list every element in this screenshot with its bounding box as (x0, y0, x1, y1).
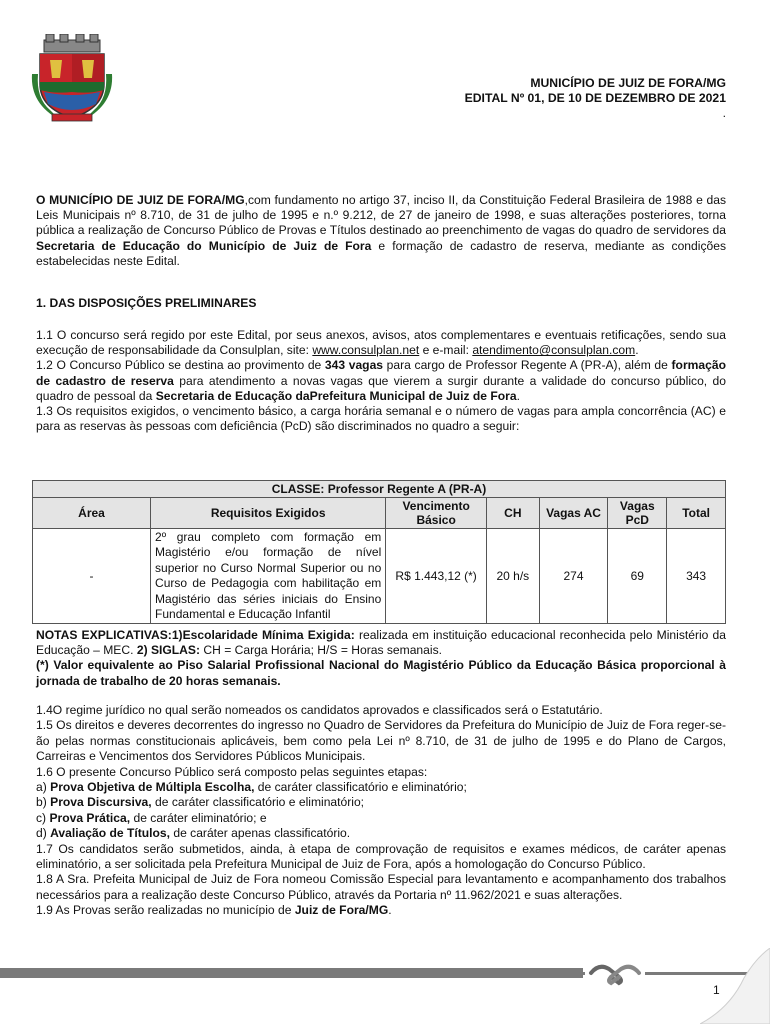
stage-c-pre: c) (36, 810, 50, 825)
header-dot: . (722, 106, 726, 120)
p1-1-text-c: . (635, 343, 639, 358)
paragraph-1-8: 1.8 A Sra. Prefeita Municipal de Juiz de Fora nomeou Comissão Especial para levantamento e acompanhamento dos trabalhos necessários para a realização deste Concurso Público, através da Portaria nº 11.962/2021 e suas alterações. (36, 872, 726, 902)
stage-c-bold: Prova Prática, (49, 810, 131, 825)
stage-d-pre: d) (36, 826, 51, 841)
header-edital: EDITAL Nº 01, DE 10 DE DEZEMBRO DE 2021 (464, 91, 726, 105)
p1-2-b1: 343 vagas (324, 358, 384, 373)
col-area: Área (33, 498, 151, 529)
col-vencimento: Vencimento Básico (386, 498, 487, 529)
intro-text1: ,com fundamento no artigo 37, inciso II, da Constituição Federal Brasileira de 1988 e das Leis Municipais nº 8.710, de 31 de julho de 1995 e n.º 9.212, de 27 de janeiro de 1998, e suas alterações posteriores, torna pública a realização de Concurso Público de Provas e Títulos destinado ao preenchimento de vagas do quadro de servidores da (36, 193, 726, 238)
notes-t1: realizada em instituição educacional reconhecida pelo Ministério da Educação – MEC. (36, 628, 726, 658)
stage-b-pre: b) (36, 795, 51, 810)
p1-9-c: . (388, 903, 392, 918)
intro-bold2: Secretaria de Educação do Município de Juiz de Fora (36, 238, 372, 253)
p1-9-b: Juiz de Fora/MG (294, 903, 389, 918)
col-ch: CH (486, 498, 539, 529)
stage-a (36, 780, 726, 795)
p1-2-a: 1.2 O Concurso Público se destina ao provimento de (36, 358, 325, 373)
stage-d-bold: Avaliação de Títulos, (50, 826, 170, 841)
cell-vagas-ac: 274 (539, 529, 608, 624)
stage-c-text: de caráter eliminatório; e (130, 810, 267, 825)
stage-c (36, 811, 726, 826)
paragraph-1-4: 1.4O regime jurídico no qual serão nomeados os candidatos aprovados e classificados será o Estatutário. (36, 703, 603, 717)
p1-2-b2: formação de cadastro de reserva (36, 358, 726, 388)
stage-d (36, 826, 726, 841)
stage-a-bold: Prova Objetiva de Múltipla Escolha, (50, 780, 255, 795)
stage-b-text: de caráter classificatório e eliminatório; (151, 795, 365, 810)
col-requisitos: Requisitos Exigidos (151, 498, 386, 529)
p1-2-b3: Secretaria de Educação daPrefeitura Municipal de Juiz de Fora (155, 388, 517, 403)
document-header (465, 76, 726, 121)
stage-a-text: de caráter classificatório e eliminatório; (254, 780, 467, 795)
footer-bar (0, 968, 583, 978)
paragraph-1-6: 1.6 O presente Concurso Público será composto pelas seguintes etapas: (36, 764, 428, 779)
cell-area: - (33, 529, 151, 624)
p1-9-a: 1.9 As Provas serão realizadas no município de (36, 903, 295, 918)
explanatory-notes (36, 628, 726, 689)
p1-1-text: 1.1 O concurso será regido por este Edital, por seus anexos, avisos, atos complementares e eventuais retificações, sendo sua execução de responsabilidade da Consulplan, site: (36, 328, 726, 358)
stage-b-bold: Prova Discursiva, (50, 795, 152, 810)
consulplan-site-link[interactable]: www.consulplan.net (312, 343, 420, 358)
intro-lead: O MUNICÍPIO DE JUIZ DE FORA/MG (36, 193, 245, 207)
p1-2-d: para atendimento a novas vagas que vierem a surgir durante a validade do concurso público, do quadro de pessoal da (36, 373, 727, 403)
stage-a-pre: a) (36, 780, 51, 795)
paragraph-1-5: 1.5 Os direitos e deveres decorrentes do ingresso no Quadro de Servidores da Prefeitura do Município de Juiz de Fora reger-se-ão pelas normas constitucionais aplicáveis, bem como pela Lei nº 8.710, de 31 de julho de 1995 e do Plano de Cargos, Carreiras e Vencimentos dos Servidores Públicos Municipais. (36, 718, 726, 764)
cell-vagas-pcd: 69 (608, 529, 667, 624)
col-total: Total (667, 498, 726, 529)
intro-text2: e formação de cadastro de reserva, mediante as condições estabelecidas neste Edital. (36, 238, 726, 268)
section-body (36, 328, 726, 434)
notes-t2: CH = Carga Horária; H/S = Horas semanais. (200, 643, 442, 658)
p1-1-text-b: e e-mail: (419, 343, 473, 358)
paragraph-1-7: 1.7 Os candidatos serão submetidos, ainda, à etapa de comprovação de requisitos e exames médicos, de caráter apenas eliminatório, a ser solicitada pela Prefeitura Municipal de Juiz de Fora, após a homologação do Concurso Público. (36, 841, 726, 872)
paragraph-1-2 (36, 358, 726, 404)
section-body-continued (36, 703, 726, 919)
cell-requisitos: 2º grau completo com formação em Magistério e/ou formação de nível superior no Curso Normal Superior ou no Curso de Pedagogia com habilitação em Magistério das séries iniciais do Ensino Fundamental e Educação Infantil (151, 529, 386, 624)
page-number: 1 (713, 983, 720, 997)
page-corner (700, 948, 770, 1024)
intro-paragraph (36, 193, 726, 269)
p1-2-e: . (516, 388, 520, 403)
stage-b (36, 795, 726, 810)
notes-b1: NOTAS EXPLICATIVAS:1)Escolaridade Mínima Exigida: (36, 628, 355, 642)
col-vagas-pcd: Vagas PcD (608, 498, 667, 529)
cell-ch: 20 h/s (486, 529, 539, 624)
header-municipality: MUNICÍPIO DE JUIZ DE FORA/MG (530, 76, 726, 90)
notes-b3: (*) Valor equivalente ao Piso Salarial Profissional Nacional do Magistério Público da Educação Básica proporcional à jornada de trabalho de 20 horas semanais. (36, 658, 726, 688)
cell-vencimento: R$ 1.443,12 (*) (386, 529, 487, 624)
stage-d-text: de caráter apenas classificatório. (169, 826, 351, 841)
paragraph-1-1 (36, 328, 726, 358)
cell-total: 343 (667, 529, 726, 624)
city-crest-icon (30, 34, 114, 122)
consulplan-email-link[interactable]: atendimento@consulplan.com (472, 343, 636, 358)
notes-b2: 2) SIGLAS: (136, 643, 201, 658)
section-title: 1. DAS DISPOSIÇÕES PRELIMINARES (36, 296, 257, 310)
paragraph-1-9 (36, 903, 726, 918)
vacancy-table (32, 480, 726, 624)
handshake-icon (585, 955, 645, 991)
table-row (33, 529, 726, 624)
table-title: CLASSE: Professor Regente A (PR-A) (33, 481, 726, 498)
paragraph-1-3: 1.3 Os requisitos exigidos, o vencimento básico, a carga horária semanal e o número de vagas para ampla concorrência (AC) e para as reservas às pessoas com deficiência (PcD) são discriminados no quadro a seguir: (36, 404, 726, 434)
col-vagas-ac: Vagas AC (539, 498, 608, 529)
p1-2-c: para cargo de Professor Regente A (PR-A), além de (383, 358, 672, 373)
